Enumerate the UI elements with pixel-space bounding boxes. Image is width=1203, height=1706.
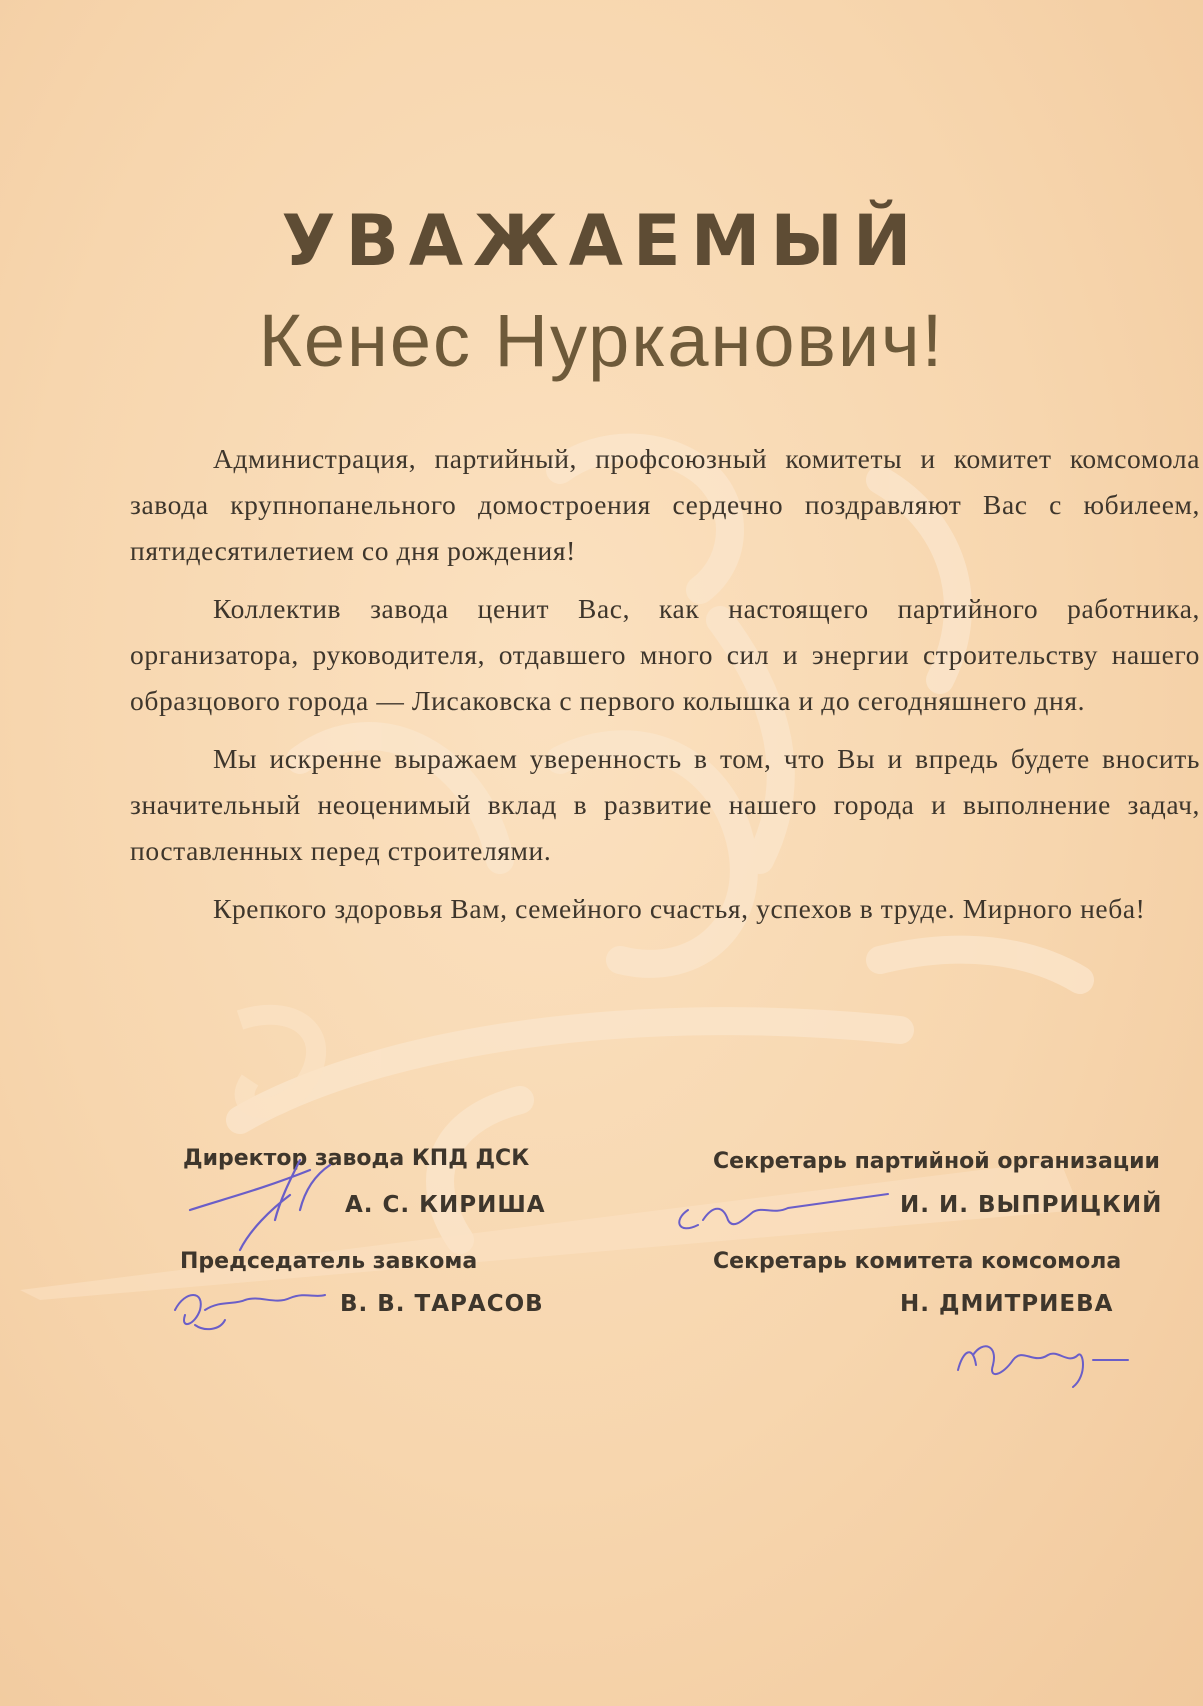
paragraph: Коллектив завода ценит Вас, как настоящего партийного работника, организатора, руководителя, отдавшего много сил и энергии строительству нашего образцового города — Лисаковска с первого колышка и до сегодняшнего дня. (130, 593, 1200, 716)
signatory-name-chairman: В. В. ТАРАСОВ (340, 1291, 544, 1317)
handwritten-signature-komsomol-secretary (948, 1325, 1148, 1395)
signatory-title-party-secretary: Секретарь партийной организации (713, 1149, 1160, 1174)
paragraph: Администрация, партийный, профсоюзный комитеты и комитет комсомола завода крупнопанельного домостроения сердечно поздравляют Вас с юбилеем, пятидесятилетием со дня рождения! (130, 443, 1200, 566)
paragraph: Крепкого здоровья Вам, семейного счастья, успехов в труде. Мирного неба! (213, 893, 1146, 924)
signatory-title-chairman: Председатель завкома (180, 1249, 478, 1274)
heading-greeting: УВАЖАЕМЫЙ (281, 200, 922, 282)
handwritten-signature-party-secretary (668, 1180, 898, 1240)
paragraph: Мы искренне выражаем уверенность в том, что Вы и впредь будете вносить значительный неоценимый вклад в развитие нашего города и выполнение задач, поставленных перед строителями. (130, 743, 1200, 866)
signatory-title-director: Директор завода КПД ДСК (183, 1146, 530, 1171)
congratulation-text (130, 436, 1200, 944)
heading-recipient-name: Кенес Нурканович! (258, 299, 945, 382)
signatory-name-komsomol-secretary: Н. ДМИТРИЕВА (900, 1291, 1114, 1317)
signatory-title-komsomol-secretary: Секретарь комитета комсомола (713, 1249, 1122, 1274)
signatory-name-party-secretary: И. И. ВЫПРИЦКИЙ (900, 1192, 1163, 1218)
handwritten-signature-director (180, 1150, 370, 1260)
signatory-name-director: А. С. КИРИША (345, 1192, 546, 1218)
handwritten-signature-chairman (165, 1270, 335, 1340)
